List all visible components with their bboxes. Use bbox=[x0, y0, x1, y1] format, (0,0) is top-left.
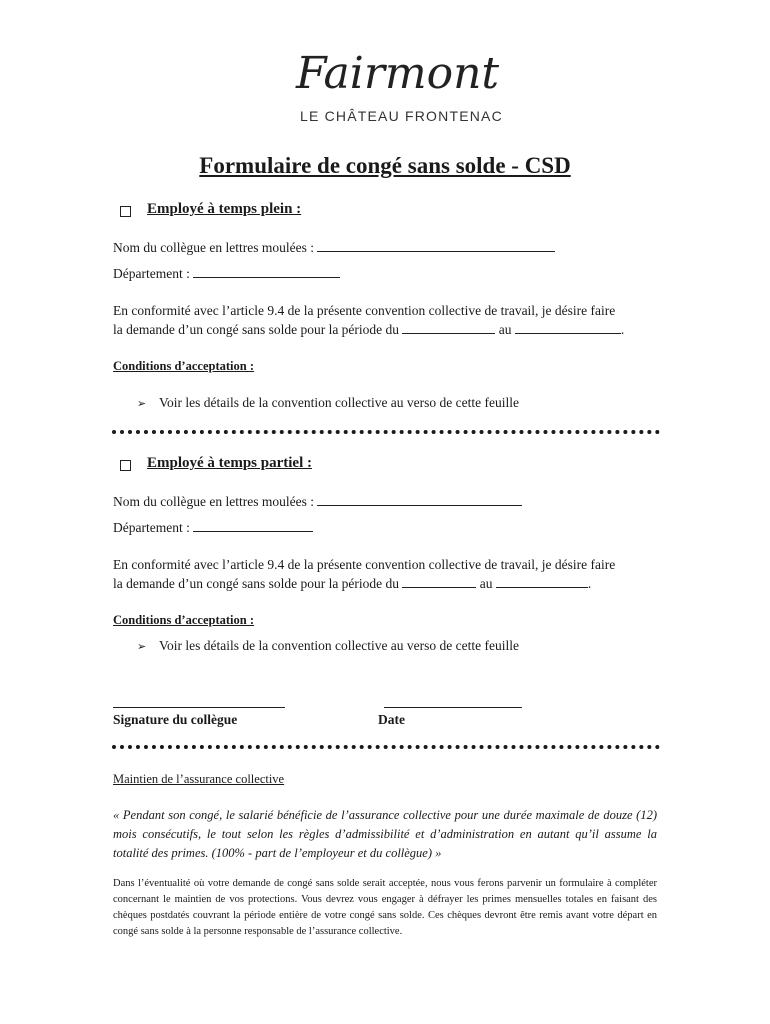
period-au: au bbox=[498, 322, 512, 337]
full-time-checkbox[interactable] bbox=[120, 206, 131, 217]
full-time-conformity-line1: En conformité avec l’article 9.4 de la présente convention collective de travail, je désire faire bbox=[113, 303, 616, 318]
dotted-divider bbox=[112, 430, 660, 434]
date-field[interactable] bbox=[384, 707, 522, 708]
bullet-text: Voir les détails de la convention collective au verso de cette feuille bbox=[159, 395, 519, 410]
period-end-field[interactable] bbox=[515, 322, 621, 334]
logo-script-text: Fairmont bbox=[296, 48, 500, 99]
dept-field[interactable] bbox=[193, 266, 340, 278]
name-field[interactable] bbox=[317, 494, 522, 506]
full-time-name-row bbox=[113, 240, 555, 256]
date-label: Date bbox=[378, 712, 405, 727]
name-label: Nom du collègue en lettres moulées : bbox=[113, 494, 314, 509]
part-time-conformity-line2 bbox=[113, 576, 591, 592]
part-time-checkbox[interactable] bbox=[120, 460, 131, 471]
dotted-divider bbox=[112, 745, 660, 749]
name-label: Nom du collègue en lettres moulées : bbox=[113, 240, 314, 255]
full-time-conformity-line2 bbox=[113, 322, 624, 338]
dept-label: Département : bbox=[113, 266, 190, 281]
period-label: la demande d’un congé sans solde pour la période du bbox=[113, 322, 400, 337]
part-time-dept-row bbox=[113, 520, 313, 536]
logo-subtitle: LE CHÂTEAU FRONTENAC bbox=[300, 108, 503, 124]
signature-label: Signature du collègue bbox=[113, 712, 238, 727]
part-time-conditions-bullet bbox=[137, 638, 519, 654]
dept-field[interactable] bbox=[193, 520, 313, 532]
insurance-paragraph: Dans l’éventualité où votre demande de congé sans solde serait acceptée, nous vous ferons parvenir un formulaire à compléter concernant le maintien de vos protections. Vous devrez vous engager à défrayer les primes mensuelles totales en faisant des chèques postdatés couvrant la période entière de votre congé sans solde. Ces chèques devront être remis avant votre départ en congé sans solde à la personne responsable de l’assurance collective. bbox=[113, 878, 657, 937]
part-time-conditions-heading: Conditions d’acceptation : bbox=[113, 613, 254, 627]
arrow-bullet-icon: ➢ bbox=[137, 641, 147, 653]
insurance-heading: Maintien de l’assurance collective bbox=[113, 772, 285, 786]
period-start-field[interactable] bbox=[402, 322, 495, 334]
signature-field[interactable] bbox=[113, 707, 285, 708]
name-field[interactable] bbox=[317, 240, 555, 252]
part-time-conformity-line1: En conformité avec l’article 9.4 de la présente convention collective de travail, je désire faire bbox=[113, 557, 616, 572]
full-time-dept-row bbox=[113, 266, 340, 282]
part-time-heading: Employé à temps partiel : bbox=[147, 455, 312, 471]
arrow-bullet-icon: ➢ bbox=[137, 398, 147, 410]
period-label: la demande d’un congé sans solde pour la période du bbox=[113, 576, 400, 591]
full-time-heading: Employé à temps plein : bbox=[147, 201, 302, 217]
period-au: au bbox=[479, 576, 493, 591]
bullet-text: Voir les détails de la convention collective au verso de cette feuille bbox=[159, 638, 519, 653]
insurance-quote: « Pendant son congé, le salarié bénéficie de l’assurance collective pour une durée maximale de douze (12) mois consécutifs, le tout selon les règles d’admissibilité et d’administration en autant qu’il assume la totalité des primes. (100% - part de l’employeur et du collègue) » bbox=[113, 808, 657, 860]
full-time-conditions-bullet bbox=[137, 395, 519, 411]
part-time-name-row bbox=[113, 494, 522, 510]
period-start-field[interactable] bbox=[402, 576, 476, 588]
full-time-conditions-heading: Conditions d’acceptation : bbox=[113, 359, 254, 373]
period-end-field[interactable] bbox=[496, 576, 588, 588]
period-end-dot: . bbox=[587, 576, 592, 591]
dept-label: Département : bbox=[113, 520, 190, 535]
period-end-dot: . bbox=[620, 322, 625, 337]
page-title: Formulaire de congé sans solde - CSD bbox=[199, 153, 571, 178]
